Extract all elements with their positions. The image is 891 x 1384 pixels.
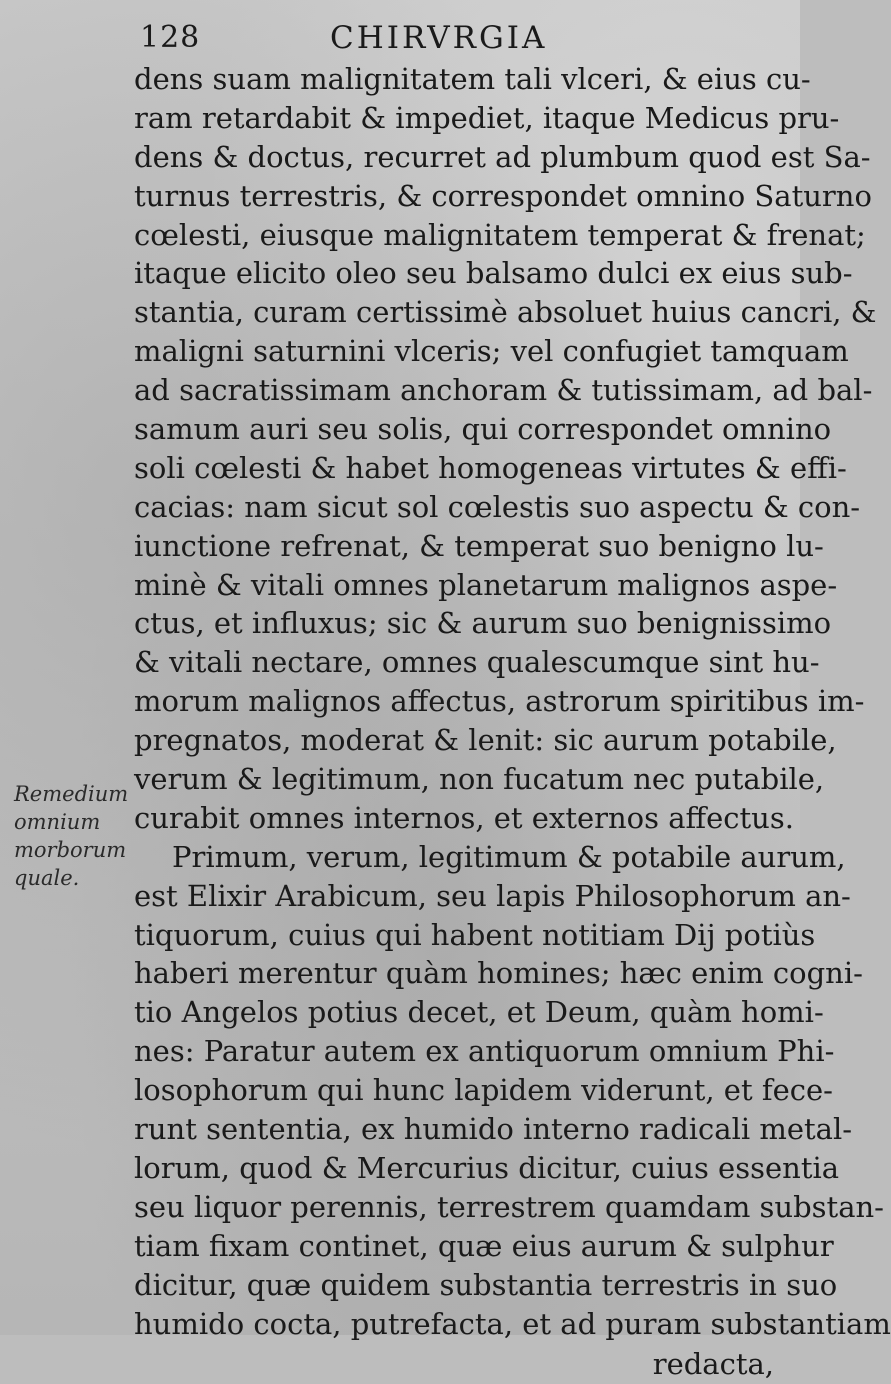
text-line: seu liquor perennis, terrestrem quamdam substan- [134,1189,884,1224]
text-line: itaque elicito oleo seu balsamo dulci ex eius sub- [134,256,853,291]
text-line: turnus terrestris, & correspondet omnino Saturno [134,178,872,213]
text-line: verum & legitimum, non fucatum nec putabile, [134,762,825,797]
text-line: runt sententia, ex humido interno radicali metal- [134,1112,853,1147]
text-line: maligni saturnini vlceris; vel confugiet tamquam [134,334,849,369]
margin-note [14,780,136,892]
text-line: morum malignos affectus, astrorum spiritibus im- [134,684,865,719]
text-line: haberi merentur quàm homines; hæc enim cogni- [134,956,863,991]
text-line: est Elixir Arabicum, seu lapis Philosophorum an- [134,878,851,913]
margin-note-line: quale. [14,866,80,890]
body-text [134,60,891,1384]
text-line: pregnatos, moderat & lenit: sic aurum potabile, [134,723,837,758]
text-line: soli cœlesti & habet homogeneas virtutes & effi- [134,450,847,485]
text-line: cacias: nam sicut sol cœlestis suo aspectu & con- [134,489,861,524]
margin-note-line: omnium [14,810,101,834]
text-line: dens & doctus, recurret ad plumbum quod est Sa- [134,139,871,174]
text-line: ram retardabit & impediet, itaque Medicus pru- [134,100,840,135]
text-line: samum auri seu solis, qui correspondet omnino [134,412,832,447]
page-header [140,16,600,60]
text-line: stantia, curam certissimè absoluet huius cancri, & [134,295,877,330]
margin-note-line: Remedium [14,782,129,806]
text-line: losophorum qui hunc lapidem viderunt, et fece- [134,1073,833,1108]
text-line: tiam fixam continet, quæ eius aurum & sulphur [134,1228,834,1263]
text-line: humido cocta, putrefacta, et ad puram substantiam [134,1306,891,1341]
paragraph-first-line: Primum, verum, legitimum & potabile aurum, [172,839,846,874]
text-line: ad sacratissimam anchoram & tutissimam, ad bal- [134,373,873,408]
text-line: & vitali nectare, omnes qualescumque sint hu- [134,645,820,680]
text-line: cœlesti, eiusque malignitatem temperat & frenat; [134,217,866,252]
text-line: tiquorum, cuius qui habent notitiam Dij potiùs [134,917,816,952]
text-line: tio Angelos potius decet, et Deum, quàm homi- [134,995,824,1030]
text-line: minè & vitali omnes planetarum malignos aspe- [134,567,838,602]
text-line: lorum, quod & Mercurius dicitur, cuius essentia [134,1150,840,1185]
text-line: iunctione refrenat, & temperat suo benigno lu- [134,528,824,563]
text-line: ctus, et influxus; sic & aurum suo benignissimo [134,606,832,641]
text-line: dens suam malignitatem tali vlceri, & eius cu- [134,62,811,96]
catchword: redacta, [652,1347,774,1382]
margin-note-line: morborum [14,838,127,862]
text-line: dicitur, quæ quidem substantia terrestris in suo [134,1267,838,1302]
text-line: curabit omnes internos, et externos affectus. [134,800,794,835]
text-line: nes: Paratur autem ex antiquorum omnium Phi- [134,1034,835,1069]
page-number: 128 [140,20,201,55]
running-title: CHIRVRGIA [330,20,548,56]
